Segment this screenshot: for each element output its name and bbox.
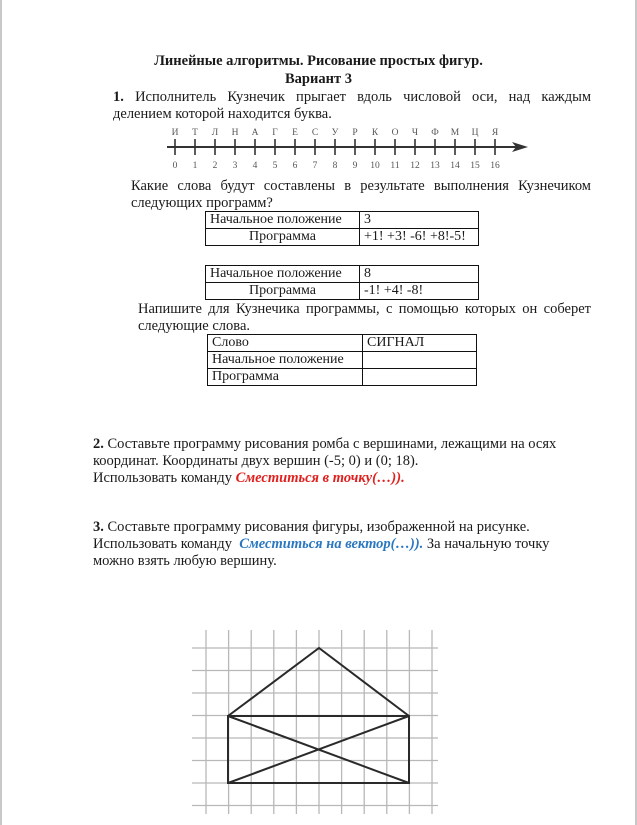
program-value: -1! +4! -8! (360, 283, 479, 300)
program-label: Программа (208, 369, 363, 386)
number-line-number: 15 (470, 161, 480, 171)
start-value: 3 (360, 212, 479, 229)
number-line-number: 9 (352, 161, 358, 171)
task1-question: Какие слова будут составлены в результате выполнения Кузнечиком следующих программ? (131, 178, 591, 211)
number-line-letter: А (251, 128, 259, 138)
number-line-numbers (173, 161, 500, 171)
task2-line1: Составьте программу рисования ромба с вершинами, лежащими на осях (107, 436, 557, 452)
program-label: Программа (206, 229, 360, 246)
task3-line1: Составьте программу рисования фигуры, изображенной на рисунке. (107, 519, 530, 535)
task1-number: 1. (113, 89, 124, 105)
number-line-letter: Н (231, 128, 239, 138)
number-line-letter: С (311, 128, 319, 138)
number-line-number: 2 (212, 161, 218, 171)
number-line-letter: Р (352, 128, 358, 138)
number-line-number: 11 (390, 161, 400, 171)
task2-command: Сместиться в точку(…)). (235, 470, 405, 486)
number-line-number: 7 (312, 161, 318, 171)
number-line-number: 5 (272, 161, 278, 171)
start-label: Начальное положение (206, 266, 360, 283)
number-line-letter: И (171, 128, 179, 138)
task2-use-prefix: Использовать команду (93, 470, 236, 486)
grid-figure (190, 628, 440, 818)
number-line-letter: Ч (411, 128, 419, 138)
task2 (93, 436, 603, 487)
word-value: СИГНАЛ (363, 335, 477, 352)
program-value-cell[interactable] (363, 369, 477, 386)
number-line-letter: М (450, 128, 460, 138)
number-line-number: 10 (370, 161, 380, 171)
number-line-number: 13 (430, 161, 440, 171)
number-line-letter: Ф (431, 128, 439, 138)
word-label: Слово (208, 335, 363, 352)
number-line-letter: Е (292, 128, 298, 138)
number-line-number: 3 (232, 161, 238, 171)
task1-write-prompt: Напишите для Кузнечика программы, с помощью которых он соберет следующие слова. (138, 301, 591, 334)
task1-intro (113, 89, 591, 123)
number-line-number: 6 (292, 161, 298, 171)
task3-use-prefix: Использовать команду (93, 536, 240, 552)
number-line-letter: Я (491, 128, 499, 138)
number-line-number: 8 (332, 161, 338, 171)
start-value-cell[interactable] (363, 352, 477, 369)
variant-label: Вариант 3 (285, 71, 352, 87)
number-line-number: 0 (172, 161, 178, 171)
number-line-number: 12 (410, 161, 420, 171)
number-line-letter: У (331, 128, 339, 138)
task3-line3: можно взять любую вершину. (93, 553, 277, 569)
start-label: Начальное положение (206, 212, 360, 229)
number-line-letter: Т (192, 128, 198, 138)
document-title: Линейные алгоритмы. Рисование простых фигур. (154, 53, 483, 69)
word-table (207, 334, 477, 386)
task2-line2: координат. Координаты двух вершин (-5; 0) и (0; 18). (93, 453, 419, 469)
program-table-1 (205, 211, 479, 246)
number-line-number: 4 (252, 161, 258, 171)
task3-suffix: За начальную точку (423, 536, 550, 552)
number-line-letters (172, 128, 499, 138)
number-line-number: 14 (450, 161, 460, 171)
number-line-letter: Г (272, 128, 278, 138)
number-line-letter: Л (211, 128, 219, 138)
number-line-letter: О (391, 128, 399, 138)
start-label: Начальное положение (208, 352, 363, 369)
task2-number: 2. (93, 436, 104, 452)
program-label: Программа (206, 283, 360, 300)
task3 (93, 519, 603, 570)
number-line (160, 122, 540, 174)
start-value: 8 (360, 266, 479, 283)
task3-number: 3. (93, 519, 104, 535)
task3-command: Сместиться на вектор(…)). (239, 536, 424, 552)
number-line-number: 1 (192, 161, 198, 171)
number-line-letter: К (371, 128, 379, 138)
number-line-number: 16 (490, 161, 500, 171)
page-border-left (0, 0, 2, 825)
program-value: +1! +3! -6! +8!-5! (360, 229, 479, 246)
number-line-letter: Ц (471, 128, 479, 138)
program-table-2 (205, 265, 479, 300)
task1-intro-text: Исполнитель Кузнечик прыгает вдоль числовой оси, над каждым делением которой находится буква. (113, 89, 591, 122)
